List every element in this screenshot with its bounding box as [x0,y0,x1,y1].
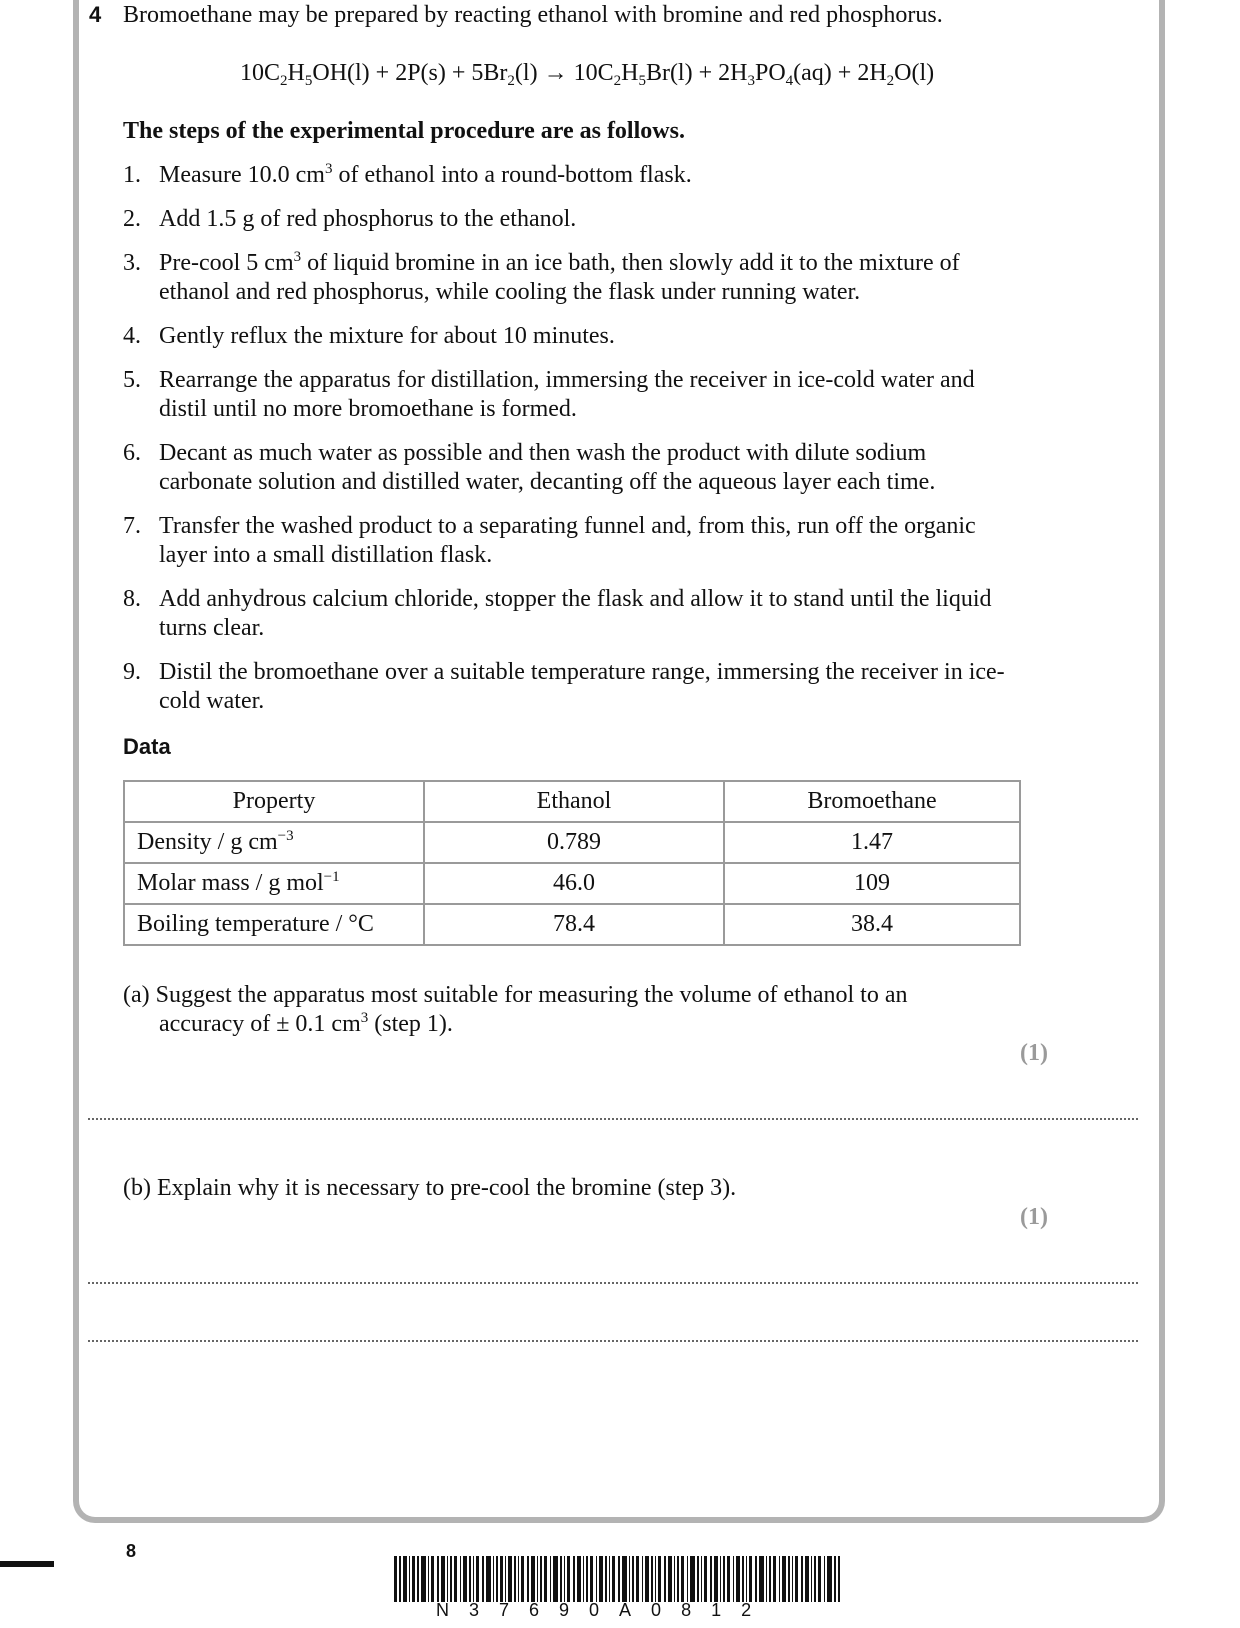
procedure-heading: The steps of the experimental procedure are as follows. [123,118,685,144]
procedure-step: 9. Distil the bromoethane over a suitable temperature range, immersing the receiver in ice-cold water. [123,659,1005,714]
procedure-step: 1. Measure 10.0 $cm^3$ of ethanol into a round-bottom flask. [123,161,692,188]
procedure-step: 8. Add anhydrous calcium chloride, stopper the flask and allow it to stand until the liquid turns clear. [123,586,992,641]
table-row [124,822,1020,863]
table-row [124,904,1020,945]
table-cell: 78.4 [424,904,724,945]
table-cell: 1.47 [724,822,1020,863]
data-table [123,780,1021,946]
part-b-question: (b) Explain why it is necessary to pre-cool the bromine (step 3). [123,1175,737,1201]
question-intro: Bromoethane may be prepared by reacting ethanol with bromine and red phosphorus. [123,2,943,28]
procedure-step: 7. Transfer the washed product to a separating funnel and, from this, run off the organic layer into a small distillation flask. [123,513,976,568]
column-header: Bromoethane [724,781,1020,822]
row-label: Molar mass / g mol$^{-1}$ [124,863,424,904]
barcode-number: N37690A0812 [436,1600,772,1620]
part-a-marks: (1) [1020,1040,1048,1066]
chemical-equation: $10C_2H_5OH(l) + 2P(s) + 5Br_2(l) \to 10C_2H_5Br(l) + 2H_3PO_4(aq) + 2H_2O(l)$ [240,60,935,89]
row-label: Density / g $cm^{-3}$ [124,822,424,863]
part-b-marks: (1) [1020,1204,1048,1230]
table-cell: 46.0 [424,863,724,904]
column-header: Property [124,781,424,822]
answer-line[interactable] [88,1340,1138,1342]
barcode [394,1556,840,1602]
procedure-step: 6. Decant as much water as possible and then wash the product with dilute sodium carbonate solution and distilled water, decanting off the aqueous layer each time. [123,440,936,495]
table-row [124,863,1020,904]
table-header-row [124,781,1020,822]
table-cell: 109 [724,863,1020,904]
answer-line[interactable] [88,1118,1138,1120]
margin-bar [0,1561,54,1567]
data-heading: Data [123,734,171,759]
procedure-step: 2. Add 1.5 g of red phosphorus to the ethanol. [123,206,577,232]
row-label: Boiling temperature / °C [124,904,424,945]
table-cell: 0.789 [424,822,724,863]
column-header: Ethanol [424,781,724,822]
answer-line[interactable] [88,1282,1138,1284]
procedure-step: 5. Rearrange the apparatus for distillation, immersing the receiver in ice-cold water and distil until no more bromoethane is formed. [123,367,975,422]
procedure-step: 4. Gently reflux the mixture for about 10 minutes. [123,323,615,349]
table-cell: 38.4 [724,904,1020,945]
page-number: 8 [126,1541,137,1561]
procedure-step: 3. Pre-cool 5 $cm^3$ of liquid bromine in an ice bath, then slowly add it to the mixture of ethanol and red phosphorus, while cooling the flask under running water. [123,249,960,305]
question-number: 4 [89,2,102,27]
part-a-question: (a) Suggest the apparatus most suitable for measuring the volume of ethanol to an accuracy of ± 0.1 $cm^3$ (step 1). [123,982,908,1037]
